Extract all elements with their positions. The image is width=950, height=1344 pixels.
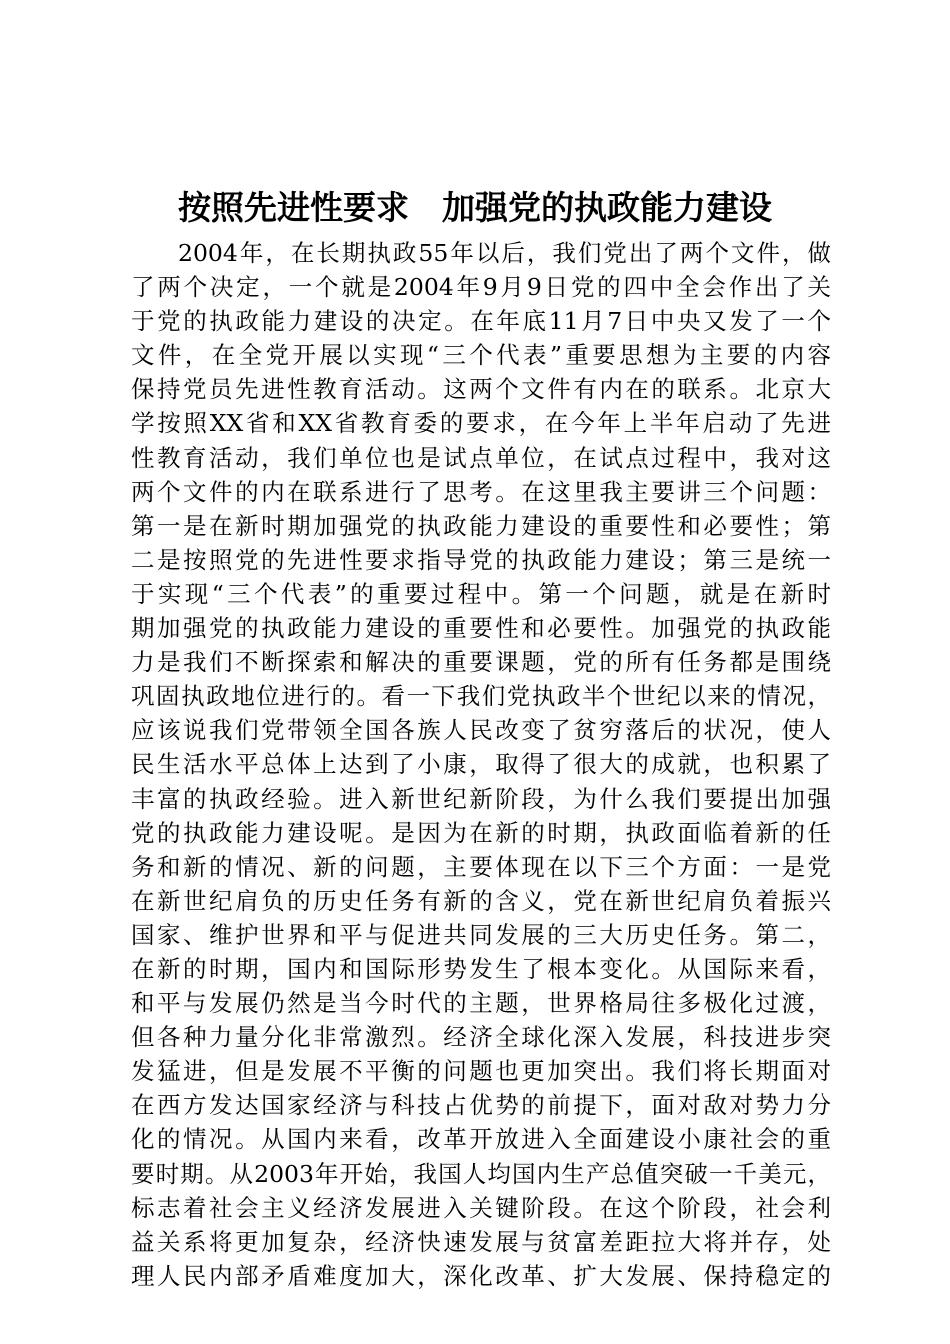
body-line: 力是我们不断探索和解决的重要课题，党的所有任务都是围绕 xyxy=(131,648,831,677)
body-line: 理人民内部矛盾难度加大，深化改革、扩大发展、保持稳定的 xyxy=(131,1261,831,1290)
body-line: 在新的时期，国内和国际形势发生了根本变化。从国际来看， xyxy=(131,954,831,983)
body-line: 应该说我们党带领全国各族人民改变了贫穷落后的状况，使人 xyxy=(131,716,831,745)
body-line: 于实现“三个代表”的重要过程中。第一个问题，就是在新时 xyxy=(131,579,831,608)
document-title: 按照先进性要求 加强党的执政能力建设 xyxy=(178,188,772,227)
body-line: 了两个决定，一个就是2004年9月9日党的四中全会作出了关 xyxy=(131,273,831,302)
body-line: 在新世纪肩负的历史任务有新的含义，党在新世纪肩负着振兴 xyxy=(131,886,831,915)
body-line: 2004年，在长期执政55年以后，我们党出了两个文件，做 xyxy=(178,239,831,267)
body-line: 在西方发达国家经济与科技占优势的前提下，面对敌对势力分 xyxy=(131,1091,831,1120)
body-line: 文件，在全党开展以实现“三个代表”重要思想为主要的内容 xyxy=(131,341,831,370)
body-line: 期加强党的执政能力建设的重要性和必要性。加强党的执政能 xyxy=(131,614,831,643)
body-line: 于党的执政能力建设的决定。在年底11月7日中央又发了一个 xyxy=(131,307,831,336)
body-line: 二是按照党的先进性要求指导党的执政能力建设；第三是统一 xyxy=(131,545,831,574)
body-line: 化的情况。从国内来看，改革开放进入全面建设小康社会的重 xyxy=(131,1125,831,1154)
body-line: 丰富的执政经验。进入新世纪新阶段，为什么我们要提出加强 xyxy=(131,784,831,813)
document-body xyxy=(131,236,831,1293)
body-line: 性教育活动，我们单位也是试点单位，在试点过程中，我对这 xyxy=(131,443,831,472)
body-line: 和平与发展仍然是当今时代的主题，世界格局往多极化过渡， xyxy=(131,989,831,1018)
body-line: 要时期。从2003年开始，我国人均国内生产总值突破一千美元， xyxy=(131,1159,831,1188)
body-line: 党的执政能力建设呢。是因为在新的时期，执政面临着新的任 xyxy=(131,818,831,847)
body-line: 两个文件的内在联系进行了思考。在这里我主要讲三个问题： xyxy=(131,477,831,506)
body-line: 民生活水平总体上达到了小康，取得了很大的成就，也积累了 xyxy=(131,750,831,779)
body-line: 发猛进，但是发展不平衡的问题也更加突出。我们将长期面对 xyxy=(131,1057,831,1086)
body-line: 保持党员先进性教育活动。这两个文件有内在的联系。北京大 xyxy=(131,375,831,404)
body-line: 标志着社会主义经济发展进入关键阶段。在这个阶段，社会利 xyxy=(131,1193,831,1222)
body-line: 巩固执政地位进行的。看一下我们党执政半个世纪以来的情况， xyxy=(131,682,831,711)
body-line: 第一是在新时期加强党的执政能力建设的重要性和必要性；第 xyxy=(131,511,831,540)
body-line: 国家、维护世界和平与促进共同发展的三大历史任务。第二， xyxy=(131,920,831,949)
body-line: 务和新的情况、新的问题，主要体现在以下三个方面：一是党 xyxy=(131,852,831,881)
body-line: 益关系将更加复杂，经济快速发展与贫富差距拉大将并存，处 xyxy=(131,1227,831,1256)
body-line: 但各种力量分化非常激烈。经济全球化深入发展，科技进步突 xyxy=(131,1023,831,1052)
body-line: 学按照XX省和XX省教育委的要求，在今年上半年启动了先进 xyxy=(131,409,831,438)
